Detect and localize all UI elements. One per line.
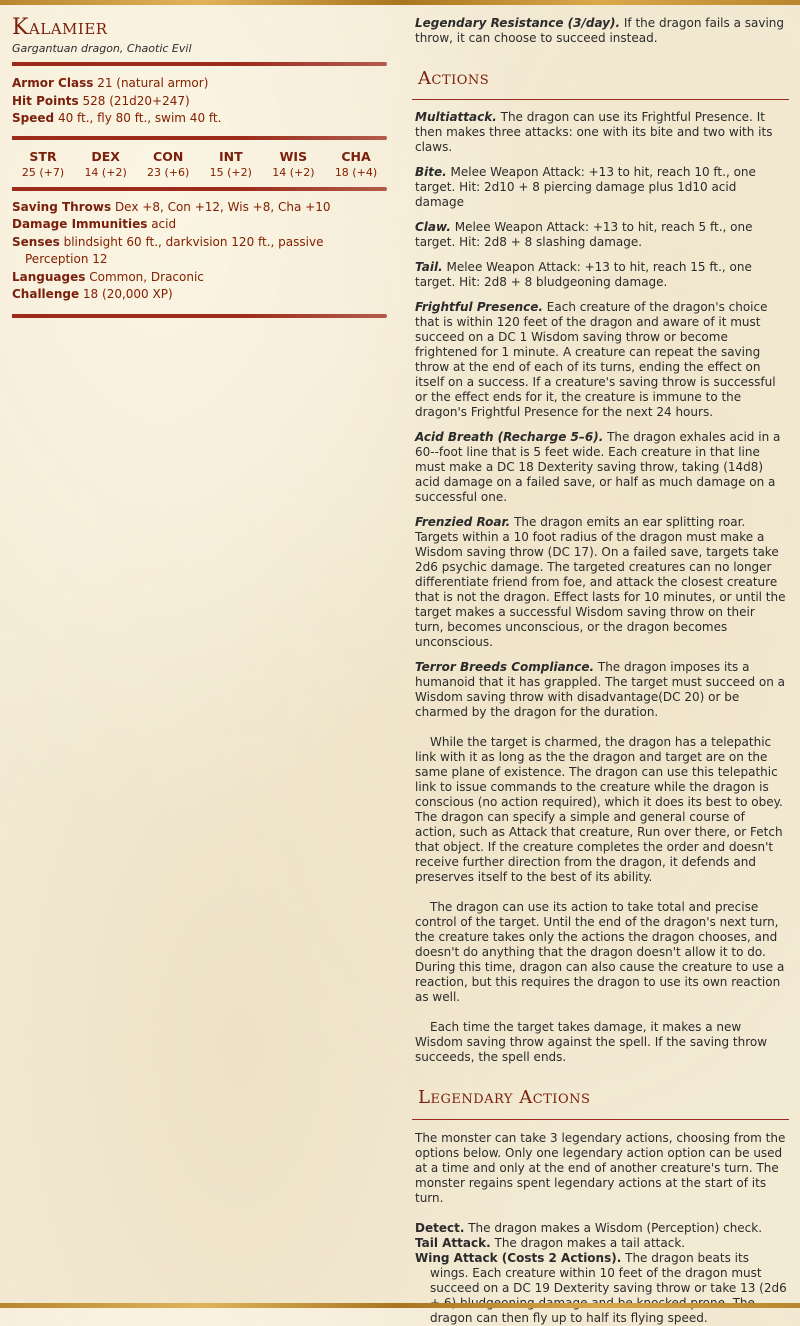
challenge: Challenge 18 (20,000 XP)	[12, 287, 173, 301]
compliance-paragraph: While the target is charmed, the dragon has a telepathic link with it as long as the the dragon and target are on the same plane of existence. The dragon can use this telepathic link to issue commands to the creature while the dragon is conscious (no action required), which it does its best to obey. The dragon can specify a simple and general course of action, such as Attack that creature, Run over there, or Fetch that object. If the creature completes the order and doesn't receive further direction from the dragon, it defends and preserves itself to the best of its ability.	[415, 735, 783, 884]
saving-throws: Saving Throws Dex +8, Con +12, Wis +8, Cha +10	[12, 199, 331, 214]
legendary-actions-heading: Legendary Actions	[418, 1087, 591, 1108]
action-frenzied-roar: Frenzied Roar. The dragon emits an ear splitting roar. Targets within a 10 foot radius of the dragon must make a Wisdom saving throw (DC 17). On a failed save, targets take 2d6 psychic damage. The targeted creatures can no longer differentiate friend from foe, and attack the closest creature that is not the dragon. Effect lasts for 10 minutes, or until the target makes a successful Wisdom saving throw on their turn, becomes unconscious, or the dragon becomes unconscious.	[415, 515, 786, 649]
action-tail: Tail. Melee Weapon Attack: +13 to hit, reach 15 ft., one target. Hit: 2d8 + 8 bludgeoning damage.	[415, 260, 752, 289]
defense-block	[12, 75, 387, 128]
action-claw: Claw. Melee Weapon Attack: +13 to hit, reach 5 ft., one target. Hit: 2d8 + 8 slashing damage.	[415, 220, 753, 249]
ability-cha: CHA 18 (+4)	[334, 148, 378, 179]
action-terror-breeds-compliance: Terror Breeds Compliance. The dragon imposes its a humanoid that it has grappled. The target must succeed on a Wisdom saving throw with disadvantage(DC 20) or be charmed by the dragon for the duration.	[415, 660, 785, 719]
legendary-wing-attack: Wing Attack (Costs 2 Actions). The dragon beats its wings. Each creature within 10 feet of the dragon must succeed on a DC 19 Dexterity saving throw or take 13 (2d6 dragon can then fly up to half its flying speed.	[415, 1251, 787, 1325]
senses: Senses blindsight 60 ft., darkvision 120 ft., passive Perception 12	[12, 234, 324, 266]
legendary-intro: The monster can take 3 legendary actions, choosing from the options below. Only one legendary action option can be used at a time and only at the end of another creature's turn. The monster regains spent legendary actions at the start of its turn.	[415, 1131, 786, 1205]
divider	[12, 187, 387, 191]
compliance-paragraph: The dragon can use its action to take total and precise control of the target. Until the end of the dragon's next turn, the creature takes only the actions the dragon chooses, and doesn't do anything that the dragon doesn't allow it to do. During this time, dragon can also cause the creature to use a reaction, but this requires the dragon to use its own reaction as well.	[415, 900, 785, 1004]
ability-dex: DEX 14 (+2)	[84, 148, 127, 179]
action-multiattack: Multiattack. The dragon can use its Frightful Presence. It then makes three attacks: one with its bite and two with its claws.	[415, 110, 773, 154]
damage-immunities: Damage Immunities acid	[12, 217, 177, 231]
legendary-tail-attack: Tail Attack. The dragon makes a tail attack.	[415, 1236, 686, 1250]
divider	[12, 314, 387, 318]
legendary-list	[415, 1221, 787, 1326]
languages: Languages Common, Draconic	[12, 269, 204, 284]
stat-block-header	[12, 15, 387, 318]
page-border-top	[0, 0, 800, 5]
details-block	[12, 199, 387, 304]
ability-str: STR 25 (+7)	[21, 148, 65, 179]
ability-wis: WIS 14 (+2)	[272, 148, 315, 179]
hit-points: Hit Points 528 (21d20+247)	[12, 93, 190, 108]
action-bite: Bite. Melee Weapon Attack: +13 to hit, reach 10 ft., one target. Hit: 2d10 + 8 piercing damage plus 1d10 acid damage	[415, 165, 756, 209]
action-frightful-presence: Frightful Presence. Each creature of the dragon's choice that is within 120 feet of the dragon and aware of it must succeed on a DC 1 Wisdom saving throw or become frightened for 1 minute. A creature can repeat the saving throw at the end of each of its turns, ending the effect on itself on a success. If a creature's saving throw is successful or the effect ends for it, the creature is immune to the dragon's Frightful Presence for the next 24 hours.	[415, 300, 776, 419]
action-acid-breath: Acid Breath (Recharge 5–6). The dragon exhales acid in a 60--foot line that is 5 feet wide. Each creature in that line must make a DC 18 Dexterity saving throw, taking (14d8) acid damage on a failed save, or half as much damage on a successful one.	[415, 430, 781, 504]
armor-class: Armor Class 21 (natural armor)	[12, 76, 209, 90]
ability-con: CON 23 (+6)	[147, 148, 190, 179]
page-border-bottom	[0, 1303, 800, 1308]
speed: Speed 40 ft., fly 80 ft., swim 40 ft.	[12, 111, 222, 125]
actions-divider	[412, 99, 789, 100]
legendary-detect: Detect. The dragon makes a Wisdom (Perception) check.	[415, 1221, 763, 1235]
monster-type: Gargantuan dragon, Chaotic Evil	[12, 42, 192, 55]
legendary-actions-divider	[412, 1119, 789, 1120]
stat-block-body	[415, 16, 787, 1326]
compliance-paragraph: Each time the target takes damage, it makes a new Wisdom saving throw against the spell. If the saving throw succeeds, the spell ends.	[415, 1020, 768, 1064]
ability-scores	[12, 149, 387, 180]
divider	[12, 136, 387, 140]
divider	[12, 62, 387, 66]
monster-name: Kalamier	[12, 15, 108, 40]
trait-legendary-resistance: Legendary Resistance (3/day). If the dragon fails a saving throw, it can choose to succeed instead.	[415, 16, 785, 45]
ability-int: INT 15 (+2)	[209, 148, 252, 179]
actions-heading: Actions	[418, 68, 490, 89]
